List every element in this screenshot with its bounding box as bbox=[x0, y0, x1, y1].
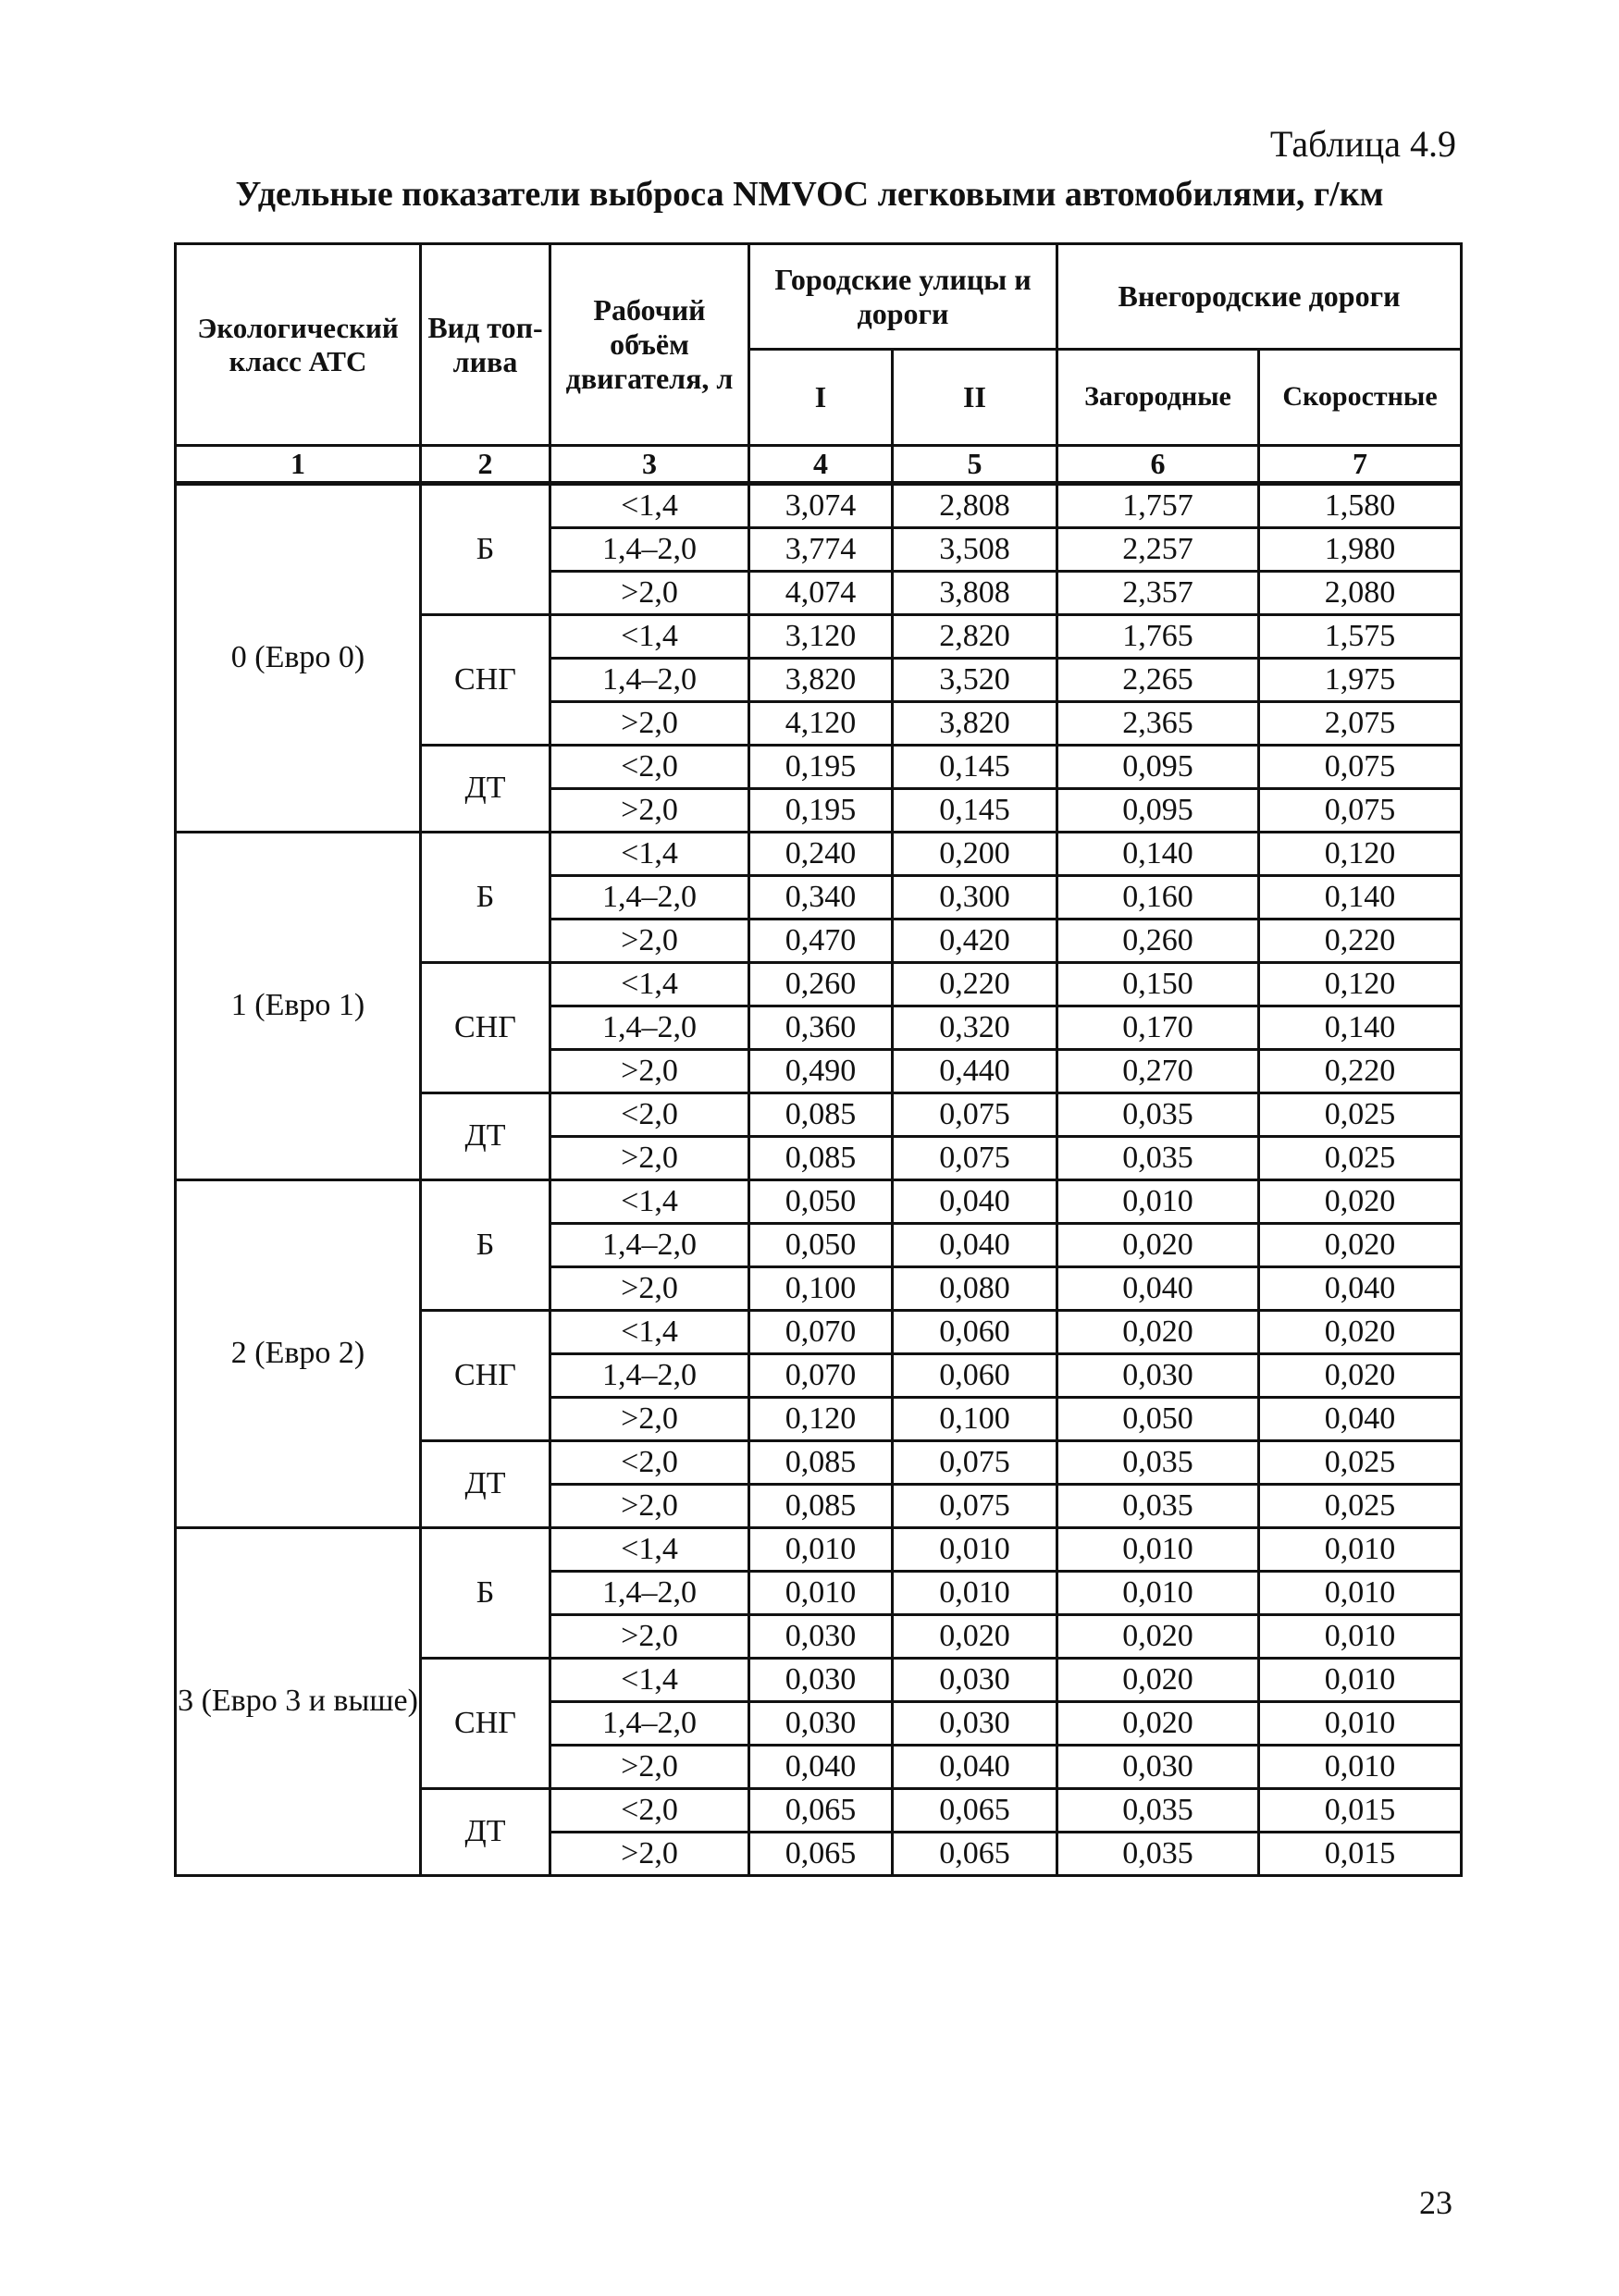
engine-volume-cell: >2,0 bbox=[550, 1614, 749, 1658]
fuel-type-cell: СНГ bbox=[421, 1658, 550, 1788]
city-II-cell: 3,508 bbox=[893, 527, 1057, 571]
fuel-type-cell: ДТ bbox=[421, 745, 550, 832]
highway-cell: 0,020 bbox=[1259, 1179, 1462, 1223]
column-number: 3 bbox=[550, 446, 749, 484]
column-number-row bbox=[176, 446, 1462, 484]
suburban-cell: 0,020 bbox=[1057, 1614, 1259, 1658]
suburban-cell: 0,035 bbox=[1057, 1440, 1259, 1484]
column-number: 6 bbox=[1057, 446, 1259, 484]
city-I-cell: 4,074 bbox=[749, 571, 893, 614]
city-II-cell: 3,820 bbox=[893, 701, 1057, 745]
city-I-cell: 0,040 bbox=[749, 1745, 893, 1788]
city-I-cell: 0,030 bbox=[749, 1701, 893, 1745]
table-header bbox=[176, 244, 1462, 484]
highway-cell: 0,025 bbox=[1259, 1136, 1462, 1179]
header-city-II: II bbox=[893, 350, 1057, 446]
suburban-cell: 0,020 bbox=[1057, 1701, 1259, 1745]
engine-volume-cell: <2,0 bbox=[550, 1440, 749, 1484]
city-II-cell: 0,145 bbox=[893, 788, 1057, 832]
engine-volume-cell: >2,0 bbox=[550, 1136, 749, 1179]
city-II-cell: 0,010 bbox=[893, 1571, 1057, 1614]
highway-cell: 1,975 bbox=[1259, 658, 1462, 701]
city-I-cell: 3,774 bbox=[749, 527, 893, 571]
city-II-cell: 0,075 bbox=[893, 1440, 1057, 1484]
city-II-cell: 2,808 bbox=[893, 483, 1057, 527]
engine-volume-cell: <1,4 bbox=[550, 962, 749, 1006]
highway-cell: 0,010 bbox=[1259, 1745, 1462, 1788]
highway-cell: 0,140 bbox=[1259, 875, 1462, 919]
column-number: 4 bbox=[749, 446, 893, 484]
city-I-cell: 0,100 bbox=[749, 1266, 893, 1310]
engine-volume-cell: >2,0 bbox=[550, 571, 749, 614]
highway-cell: 0,010 bbox=[1259, 1658, 1462, 1701]
eco-class-cell: 3 (Евро 3 и выше) bbox=[176, 1527, 421, 1875]
highway-cell: 0,120 bbox=[1259, 962, 1462, 1006]
engine-volume-cell: >2,0 bbox=[550, 1745, 749, 1788]
engine-volume-cell: 1,4–2,0 bbox=[550, 1223, 749, 1266]
header-fuel-type: Вид топ-лива bbox=[421, 244, 550, 446]
highway-cell: 0,010 bbox=[1259, 1571, 1462, 1614]
engine-volume-cell: >2,0 bbox=[550, 919, 749, 962]
city-I-cell: 0,030 bbox=[749, 1614, 893, 1658]
city-I-cell: 0,195 bbox=[749, 788, 893, 832]
city-I-cell: 3,820 bbox=[749, 658, 893, 701]
engine-volume-cell: 1,4–2,0 bbox=[550, 658, 749, 701]
highway-cell: 0,010 bbox=[1259, 1614, 1462, 1658]
suburban-cell: 0,140 bbox=[1057, 832, 1259, 875]
city-II-cell: 0,040 bbox=[893, 1223, 1057, 1266]
suburban-cell: 0,050 bbox=[1057, 1397, 1259, 1440]
city-I-cell: 0,085 bbox=[749, 1092, 893, 1136]
suburban-cell: 2,365 bbox=[1057, 701, 1259, 745]
highway-cell: 0,140 bbox=[1259, 1006, 1462, 1049]
table-row bbox=[176, 1527, 1462, 1571]
highway-cell: 0,025 bbox=[1259, 1440, 1462, 1484]
suburban-cell: 0,035 bbox=[1057, 1136, 1259, 1179]
engine-volume-cell: <1,4 bbox=[550, 1310, 749, 1353]
city-I-cell: 0,085 bbox=[749, 1136, 893, 1179]
city-I-cell: 0,010 bbox=[749, 1571, 893, 1614]
engine-volume-cell: <1,4 bbox=[550, 614, 749, 658]
column-number: 2 bbox=[421, 446, 550, 484]
suburban-cell: 0,270 bbox=[1057, 1049, 1259, 1092]
highway-cell: 0,010 bbox=[1259, 1527, 1462, 1571]
highway-cell: 1,580 bbox=[1259, 483, 1462, 527]
highway-cell: 0,020 bbox=[1259, 1223, 1462, 1266]
highway-cell: 0,010 bbox=[1259, 1701, 1462, 1745]
fuel-type-cell: Б bbox=[421, 483, 550, 614]
engine-volume-cell: <2,0 bbox=[550, 745, 749, 788]
city-I-cell: 0,065 bbox=[749, 1832, 893, 1875]
city-II-cell: 0,030 bbox=[893, 1701, 1057, 1745]
highway-cell: 0,075 bbox=[1259, 788, 1462, 832]
suburban-cell: 0,095 bbox=[1057, 745, 1259, 788]
fuel-type-cell: Б bbox=[421, 1527, 550, 1658]
header-intercity-roads: Внегородские дороги bbox=[1057, 244, 1462, 350]
city-II-cell: 0,060 bbox=[893, 1353, 1057, 1397]
engine-volume-cell: >2,0 bbox=[550, 1266, 749, 1310]
highway-cell: 0,220 bbox=[1259, 1049, 1462, 1092]
suburban-cell: 0,170 bbox=[1057, 1006, 1259, 1049]
suburban-cell: 2,257 bbox=[1057, 527, 1259, 571]
city-I-cell: 0,490 bbox=[749, 1049, 893, 1092]
highway-cell: 0,075 bbox=[1259, 745, 1462, 788]
city-II-cell: 0,075 bbox=[893, 1092, 1057, 1136]
engine-volume-cell: 1,4–2,0 bbox=[550, 875, 749, 919]
city-II-cell: 2,820 bbox=[893, 614, 1057, 658]
city-II-cell: 0,010 bbox=[893, 1527, 1057, 1571]
city-I-cell: 0,085 bbox=[749, 1440, 893, 1484]
suburban-cell: 0,035 bbox=[1057, 1832, 1259, 1875]
city-I-cell: 0,085 bbox=[749, 1484, 893, 1527]
city-I-cell: 0,030 bbox=[749, 1658, 893, 1701]
fuel-type-cell: СНГ bbox=[421, 1310, 550, 1440]
column-number: 5 bbox=[893, 446, 1057, 484]
fuel-type-cell: ДТ bbox=[421, 1788, 550, 1875]
suburban-cell: 0,150 bbox=[1057, 962, 1259, 1006]
suburban-cell: 0,260 bbox=[1057, 919, 1259, 962]
fuel-type-cell: СНГ bbox=[421, 614, 550, 745]
engine-volume-cell: 1,4–2,0 bbox=[550, 1006, 749, 1049]
engine-volume-cell: >2,0 bbox=[550, 1397, 749, 1440]
city-I-cell: 0,260 bbox=[749, 962, 893, 1006]
eco-class-cell: 0 (Евро 0) bbox=[176, 483, 421, 832]
city-I-cell: 0,010 bbox=[749, 1527, 893, 1571]
header-suburban: Загородные bbox=[1057, 350, 1259, 446]
engine-volume-cell: <2,0 bbox=[550, 1092, 749, 1136]
table-number: Таблица 4.9 bbox=[1269, 123, 1456, 165]
fuel-type-cell: Б bbox=[421, 832, 550, 962]
highway-cell: 0,025 bbox=[1259, 1484, 1462, 1527]
engine-volume-cell: 1,4–2,0 bbox=[550, 1571, 749, 1614]
header-city-roads: Городские улицы и дороги bbox=[749, 244, 1057, 350]
engine-volume-cell: 1,4–2,0 bbox=[550, 527, 749, 571]
engine-volume-cell: >2,0 bbox=[550, 1484, 749, 1527]
highway-cell: 0,040 bbox=[1259, 1266, 1462, 1310]
header-engine-volume: Рабочий объём двигателя, л bbox=[550, 244, 749, 446]
city-II-cell: 0,030 bbox=[893, 1658, 1057, 1701]
highway-cell: 0,020 bbox=[1259, 1353, 1462, 1397]
fuel-type-cell: СНГ bbox=[421, 962, 550, 1092]
suburban-cell: 0,095 bbox=[1057, 788, 1259, 832]
table-row bbox=[176, 832, 1462, 875]
engine-volume-cell: <1,4 bbox=[550, 1527, 749, 1571]
city-I-cell: 0,470 bbox=[749, 919, 893, 962]
table-row bbox=[176, 1179, 1462, 1223]
header-highway: Скоростные bbox=[1259, 350, 1462, 446]
city-I-cell: 0,070 bbox=[749, 1310, 893, 1353]
engine-volume-cell: >2,0 bbox=[550, 1832, 749, 1875]
header-city-I: I bbox=[749, 350, 893, 446]
table-row bbox=[176, 483, 1462, 527]
city-II-cell: 0,080 bbox=[893, 1266, 1057, 1310]
fuel-type-cell: Б bbox=[421, 1179, 550, 1310]
suburban-cell: 0,035 bbox=[1057, 1092, 1259, 1136]
city-II-cell: 3,520 bbox=[893, 658, 1057, 701]
page-number: 23 bbox=[1419, 2184, 1452, 2221]
suburban-cell: 2,357 bbox=[1057, 571, 1259, 614]
city-II-cell: 0,145 bbox=[893, 745, 1057, 788]
suburban-cell: 0,020 bbox=[1057, 1310, 1259, 1353]
column-number: 7 bbox=[1259, 446, 1462, 484]
suburban-cell: 0,010 bbox=[1057, 1527, 1259, 1571]
engine-volume-cell: <2,0 bbox=[550, 1788, 749, 1832]
highway-cell: 2,075 bbox=[1259, 701, 1462, 745]
highway-cell: 0,015 bbox=[1259, 1788, 1462, 1832]
city-II-cell: 0,100 bbox=[893, 1397, 1057, 1440]
eco-class-cell: 2 (Евро 2) bbox=[176, 1179, 421, 1527]
city-II-cell: 0,040 bbox=[893, 1745, 1057, 1788]
suburban-cell: 0,040 bbox=[1057, 1266, 1259, 1310]
suburban-cell: 0,160 bbox=[1057, 875, 1259, 919]
city-II-cell: 0,065 bbox=[893, 1788, 1057, 1832]
engine-volume-cell: <1,4 bbox=[550, 1658, 749, 1701]
highway-cell: 0,040 bbox=[1259, 1397, 1462, 1440]
highway-cell: 1,980 bbox=[1259, 527, 1462, 571]
city-II-cell: 0,060 bbox=[893, 1310, 1057, 1353]
highway-cell: 0,020 bbox=[1259, 1310, 1462, 1353]
engine-volume-cell: <1,4 bbox=[550, 832, 749, 875]
table-title: Удельные показатели выброса NMVOC легковыми автомобилями, г/км bbox=[235, 175, 1384, 214]
column-number: 1 bbox=[176, 446, 421, 484]
city-II-cell: 0,020 bbox=[893, 1614, 1057, 1658]
suburban-cell: 0,020 bbox=[1057, 1658, 1259, 1701]
city-II-cell: 0,220 bbox=[893, 962, 1057, 1006]
fuel-type-cell: ДТ bbox=[421, 1440, 550, 1527]
highway-cell: 0,015 bbox=[1259, 1832, 1462, 1875]
suburban-cell: 0,020 bbox=[1057, 1223, 1259, 1266]
suburban-cell: 1,765 bbox=[1057, 614, 1259, 658]
city-II-cell: 0,075 bbox=[893, 1136, 1057, 1179]
city-II-cell: 0,065 bbox=[893, 1832, 1057, 1875]
engine-volume-cell: 1,4–2,0 bbox=[550, 1353, 749, 1397]
city-I-cell: 4,120 bbox=[749, 701, 893, 745]
suburban-cell: 0,010 bbox=[1057, 1179, 1259, 1223]
table-body bbox=[176, 483, 1462, 1875]
engine-volume-cell: >2,0 bbox=[550, 1049, 749, 1092]
suburban-cell: 0,035 bbox=[1057, 1788, 1259, 1832]
suburban-cell: 1,757 bbox=[1057, 483, 1259, 527]
emission-table bbox=[174, 242, 1463, 1877]
highway-cell: 0,025 bbox=[1259, 1092, 1462, 1136]
suburban-cell: 0,010 bbox=[1057, 1571, 1259, 1614]
city-II-cell: 3,808 bbox=[893, 571, 1057, 614]
city-I-cell: 0,050 bbox=[749, 1223, 893, 1266]
highway-cell: 1,575 bbox=[1259, 614, 1462, 658]
city-I-cell: 0,065 bbox=[749, 1788, 893, 1832]
city-I-cell: 3,074 bbox=[749, 483, 893, 527]
city-I-cell: 0,120 bbox=[749, 1397, 893, 1440]
engine-volume-cell: <1,4 bbox=[550, 483, 749, 527]
city-I-cell: 0,050 bbox=[749, 1179, 893, 1223]
city-I-cell: 0,070 bbox=[749, 1353, 893, 1397]
city-II-cell: 0,320 bbox=[893, 1006, 1057, 1049]
city-II-cell: 0,040 bbox=[893, 1179, 1057, 1223]
city-I-cell: 0,340 bbox=[749, 875, 893, 919]
city-I-cell: 0,360 bbox=[749, 1006, 893, 1049]
city-I-cell: 3,120 bbox=[749, 614, 893, 658]
city-I-cell: 0,240 bbox=[749, 832, 893, 875]
city-II-cell: 0,075 bbox=[893, 1484, 1057, 1527]
suburban-cell: 0,030 bbox=[1057, 1745, 1259, 1788]
header-eco-class: Экологический класс АТС bbox=[176, 244, 421, 446]
engine-volume-cell: >2,0 bbox=[550, 788, 749, 832]
engine-volume-cell: 1,4–2,0 bbox=[550, 1701, 749, 1745]
city-II-cell: 0,300 bbox=[893, 875, 1057, 919]
highway-cell: 0,120 bbox=[1259, 832, 1462, 875]
suburban-cell: 2,265 bbox=[1057, 658, 1259, 701]
highway-cell: 2,080 bbox=[1259, 571, 1462, 614]
suburban-cell: 0,030 bbox=[1057, 1353, 1259, 1397]
city-II-cell: 0,200 bbox=[893, 832, 1057, 875]
suburban-cell: 0,035 bbox=[1057, 1484, 1259, 1527]
city-I-cell: 0,195 bbox=[749, 745, 893, 788]
city-II-cell: 0,420 bbox=[893, 919, 1057, 962]
engine-volume-cell: <1,4 bbox=[550, 1179, 749, 1223]
city-II-cell: 0,440 bbox=[893, 1049, 1057, 1092]
engine-volume-cell: >2,0 bbox=[550, 701, 749, 745]
highway-cell: 0,220 bbox=[1259, 919, 1462, 962]
eco-class-cell: 1 (Евро 1) bbox=[176, 832, 421, 1179]
fuel-type-cell: ДТ bbox=[421, 1092, 550, 1179]
